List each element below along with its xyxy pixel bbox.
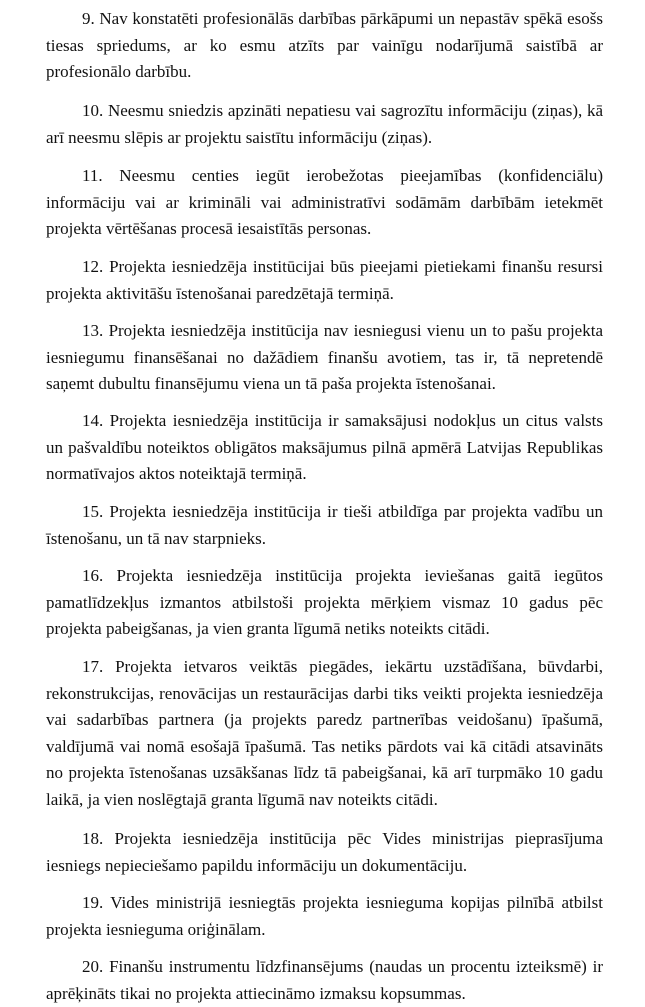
paragraph-16: 16. Projekta iesniedzēja institūcija projekta ieviešanas gaitā iegūtos pamatlīdzekļus izmantos atbilstoši projekta mērķiem vismaz 10 gadus pēc projekta pabeigšanas, ja vien granta līgumā netiks noteikts citādi. (46, 566, 603, 638)
paragraph-20: 20. Finanšu instrumentu līdzfinansējums (naudas un procentu izteiksmē) ir aprēķināts tikai no projekta attiecināmo izmaksu kopsummas. (46, 957, 603, 1003)
paragraph-12: 12. Projekta iesniedzēja institūcijai būs pieejami pietiekami finanšu resursi projekta aktivitāšu īstenošanai paredzētajā termiņā. (46, 257, 603, 303)
paragraph-11: 11. Neesmu centies iegūt ierobežotas pieejamības (konfidenciālu) informāciju vai ar krimināli vai administratīvi sodāmām darbībām ietekmēt projekta vērtēšanas procesā iesaistītās personas. (46, 166, 603, 238)
paragraph-18: 18. Projekta iesniedzēja institūcija pēc Vides ministrijas pieprasījuma iesniegs nepieciešamo papildu informāciju un dokumentāciju. (46, 829, 603, 875)
paragraph-17: 17. Projekta ietvaros veiktās piegādes, iekārtu uzstādīšana, būvdarbi, rekonstrukcijas, renovācijas un restaurācijas darbi tiks veikti projekta iesniedzēja vai sadarbības partnera (ja projekts paredz partnerības veidošanu) īpašumā, valdījumā vai nomā esošajā īpašumā. Tas netiks pārdots vai kā citādi atsavināts no projekta īstenošanas uzsākšanas līdz tā pabeigšanai, kā arī turpmāko 10 gadu laikā, ja vien noslēgtajā granta līgumā nav noteikts citādi. (46, 657, 603, 809)
paragraph-9: 9. Nav konstatēti profesionālās darbības pārkāpumi un nepastāv spēkā esošs tiesas spriedums, ar ko esmu atzīts par vainīgu nodarījumā saistībā ar profesionālo darbību. (46, 9, 603, 81)
paragraph-15: 15. Projekta iesniedzēja institūcija ir tieši atbildīga par projekta vadību un īstenošanu, un tā nav starpnieks. (46, 502, 603, 548)
paragraph-10: 10. Neesmu sniedzis apzināti nepatiesu vai sagrozītu informāciju (ziņas), kā arī neesmu slēpis ar projektu saistītu informāciju (ziņas). (46, 101, 603, 147)
paragraph-14: 14. Projekta iesniedzēja institūcija ir samaksājusi nodokļus un citus valsts un pašvaldību noteiktos obligātos maksājumus pilnā apmērā Latvijas Republikas normatīvajos aktos noteiktajā termiņā. (46, 411, 603, 483)
paragraph-13: 13. Projekta iesniedzēja institūcija nav iesniegusi vienu un to pašu projekta iesniegumu finansēšanai no dažādiem finanšu avotiem, tas ir, tā nepretendē saņemt dubultu finansējumu viena un tā paša projekta īstenošanai. (46, 321, 603, 393)
paragraph-19: 19. Vides ministrijā iesniegtās projekta iesnieguma kopijas pilnībā atbilst projekta iesnieguma oriģinālam. (46, 893, 603, 939)
